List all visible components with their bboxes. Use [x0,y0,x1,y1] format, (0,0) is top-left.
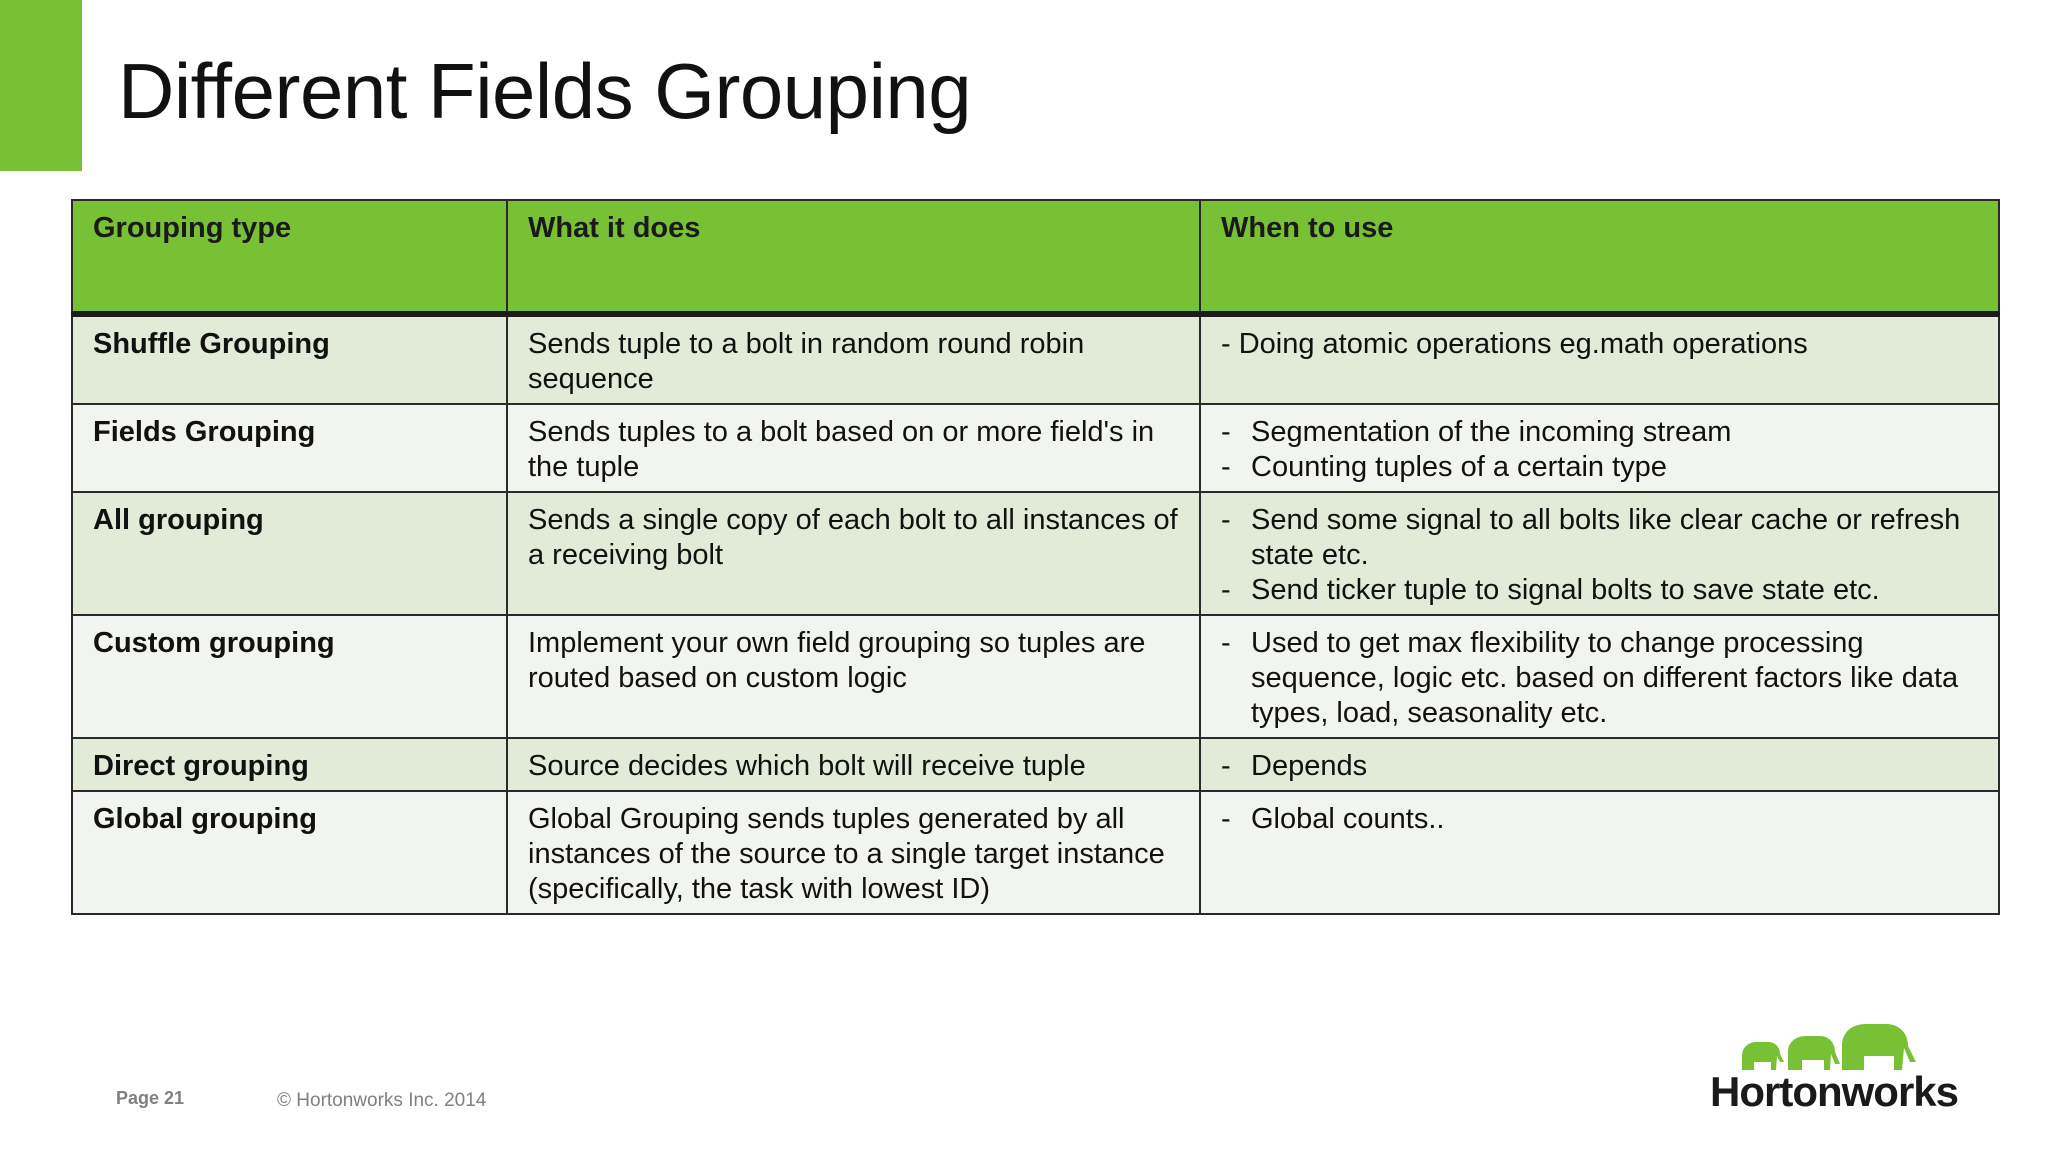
dash-bullet-icon: - [1221,750,1231,782]
table-row [72,404,1999,492]
what-it-does-cell: Global Grouping sends tuples generated by all instances of the source to a single target instance (specifically, the task with lowest ID) [507,791,1200,914]
copyright-notice: © Hortonworks Inc. 2014 [277,1090,487,1111]
when-to-use-cell [1200,791,1999,914]
header-grouping-type: Grouping type [72,200,507,314]
table-row [72,314,1999,404]
when-to-use-cell [1200,738,1999,791]
usage-list-item [1221,573,1978,608]
grouping-type-cell: Global grouping [72,791,507,914]
table-header-row [72,200,1999,314]
usage-list-item [1221,503,1978,573]
usage-list [1221,626,1978,731]
dash-bullet-icon: - [1221,451,1231,483]
grouping-type-cell: Fields Grouping [72,404,507,492]
dash-bullet-icon: - [1221,416,1231,448]
grouping-type-cell: Direct grouping [72,738,507,791]
dash-bullet-icon: - [1221,627,1231,659]
usage-text: - Doing atomic operations eg.math operations [1221,328,1808,360]
slide-title: Different Fields Grouping [118,47,972,135]
what-it-does-cell: Sends a single copy of each bolt to all instances of a receiving bolt [507,492,1200,615]
page-number: Page 21 [116,1088,185,1108]
table-row [72,615,1999,738]
usage-text: Counting tuples of a certain type [1251,451,1667,483]
logo-wordmark: Hortonworks [1710,1068,1959,1115]
grouping-type-cell: All grouping [72,492,507,615]
usage-list [1221,802,1978,837]
grouping-table [71,199,2000,915]
usage-list-item [1221,749,1978,784]
usage-list-item [1221,626,1978,731]
table-row [72,738,1999,791]
usage-list-item [1221,802,1978,837]
accent-bar [0,0,82,171]
what-it-does-cell: Sends tuples to a bolt based on or more field's in the tuple [507,404,1200,492]
when-to-use-cell [1200,404,1999,492]
table-row [72,791,1999,914]
what-it-does-cell: Sends tuple to a bolt in random round robin sequence [507,314,1200,404]
hortonworks-logo [1700,1018,1959,1118]
usage-list [1221,415,1978,485]
when-to-use-cell [1200,492,1999,615]
usage-text: Send some signal to all bolts like clear cache or refresh state etc. [1251,504,1961,571]
table-row [72,492,1999,615]
usage-list-item [1221,450,1978,485]
usage-list [1221,749,1978,784]
what-it-does-cell: Implement your own field grouping so tuples are routed based on custom logic [507,615,1200,738]
usage-text: Segmentation of the incoming stream [1251,416,1732,448]
grouping-type-cell: Shuffle Grouping [72,314,507,404]
header-what-it-does: What it does [507,200,1200,314]
dash-bullet-icon: - [1221,803,1231,835]
elephants-logo-icon [1738,1018,1928,1074]
dash-bullet-icon: - [1221,574,1231,606]
usage-text: Used to get max flexibility to change processing sequence, logic etc. based on different factors like data types, load, seasonality etc. [1251,627,1959,729]
grouping-type-cell: Custom grouping [72,615,507,738]
when-to-use-cell [1200,615,1999,738]
when-to-use-cell [1200,314,1999,404]
table-body [72,314,1999,914]
dash-bullet-icon: - [1221,504,1231,536]
usage-text: Global counts.. [1251,803,1445,835]
usage-text: Depends [1251,750,1368,782]
header-when-to-use: When to use [1200,200,1999,314]
usage-list [1221,503,1978,608]
usage-text: Send ticker tuple to signal bolts to save state etc. [1251,574,1880,606]
usage-list-item [1221,415,1978,450]
what-it-does-cell: Source decides which bolt will receive tuple [507,738,1200,791]
